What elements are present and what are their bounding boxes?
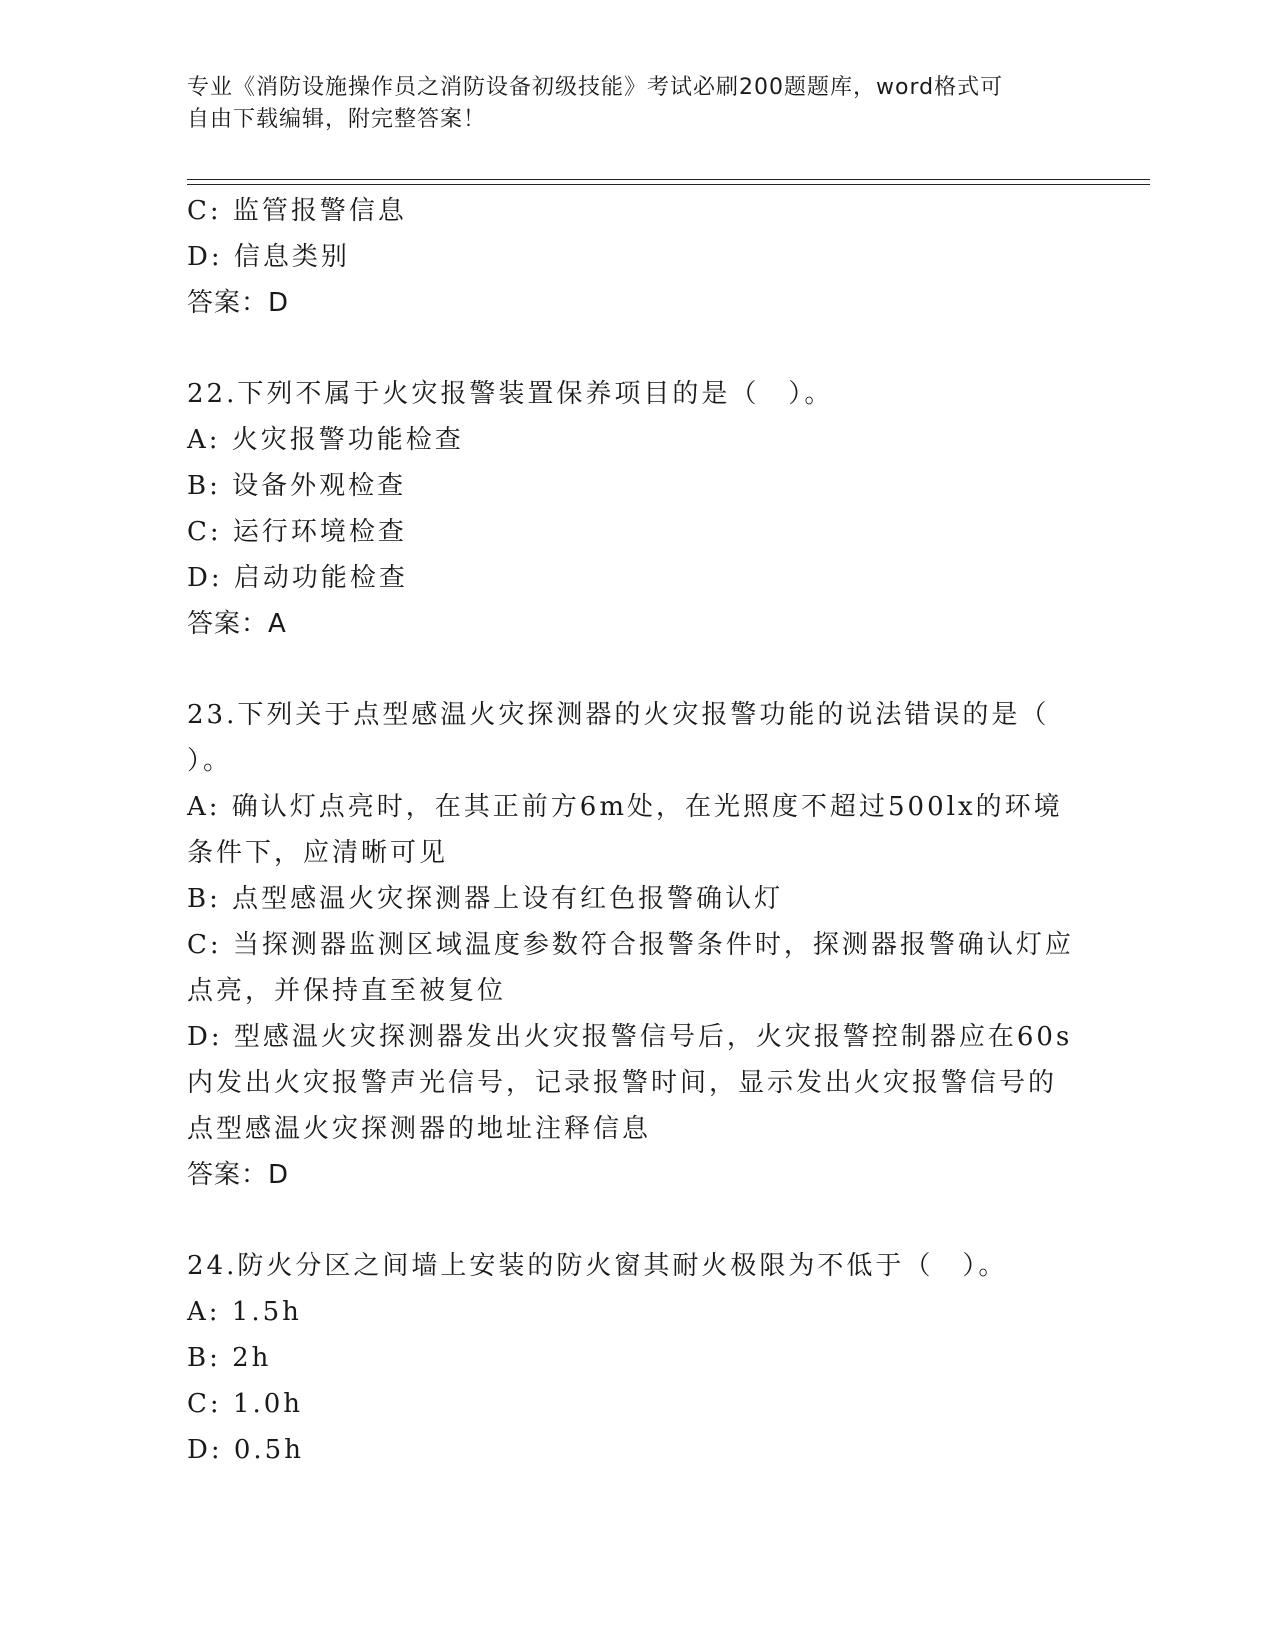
header-divider-top (187, 179, 1150, 180)
option-c: C: 当探测器监测区域温度参数符合报警条件时，探测器报警确认灯应 (187, 930, 1074, 960)
question-stem-continued: ）。 (187, 746, 233, 776)
answer-line: 答案：D (187, 1160, 290, 1190)
option-a: A: 1.5h (187, 1297, 302, 1327)
option-c: C: 运行环境检查 (187, 517, 407, 547)
option-c: C: 1.0h (187, 1389, 304, 1419)
option-d-continued: 内发出火灾报警声光信号，记录报警时间，显示发出火灾报警信号的 (187, 1068, 1058, 1098)
option-d: D: 0.5h (187, 1435, 304, 1465)
option-d-continued: 点型感温火灾探测器的地址注释信息 (187, 1114, 652, 1144)
option-a: A: 火灾报警功能检查 (187, 425, 464, 455)
header-divider-bottom (187, 184, 1150, 185)
option-c-continued: 点亮，并保持直至被复位 (187, 976, 507, 1006)
option-a: A: 确认灯点亮时，在其正前方6m处，在光照度不超过500lx的环境 (187, 792, 1063, 822)
question-23 (187, 692, 1087, 1198)
question-stem: 23.下列关于点型感温火灾探测器的火灾报警功能的说法错误的是（ (187, 700, 1050, 730)
answer-line: 答案：A (187, 609, 287, 639)
question-22 (187, 371, 1087, 647)
option-b: B: 点型感温火灾探测器上设有红色报警确认灯 (187, 884, 784, 914)
header-line-1: 专业《消防设施操作员之消防设备初级技能》考试必刷200题题库，word格式可 (187, 75, 1004, 100)
header-line-2: 自由下载编辑，附完整答案！ (187, 107, 487, 132)
option-c: C: 监管报警信息 (187, 196, 407, 226)
question-21-tail (187, 188, 1087, 326)
option-d: D: 启动功能检查 (187, 563, 408, 593)
document-header (187, 72, 1067, 136)
option-b: B: 设备外观检查 (187, 471, 407, 501)
option-b: B: 2h (187, 1343, 272, 1373)
option-d: D: 型感温火灾探测器发出火灾报警信号后，火灾报警控制器应在60s (187, 1022, 1073, 1052)
question-stem: 22.下列不属于火灾报警装置保养项目的是（ ）。 (187, 379, 834, 409)
question-stem: 24.防火分区之间墙上安装的防火窗其耐火极限为不低于（ ）。 (187, 1251, 1008, 1281)
answer-line: 答案：D (187, 288, 290, 318)
question-list (187, 188, 1087, 1473)
question-24 (187, 1243, 1087, 1473)
option-d: D: 信息类别 (187, 242, 350, 272)
option-a-continued: 条件下，应清晰可见 (187, 838, 449, 868)
